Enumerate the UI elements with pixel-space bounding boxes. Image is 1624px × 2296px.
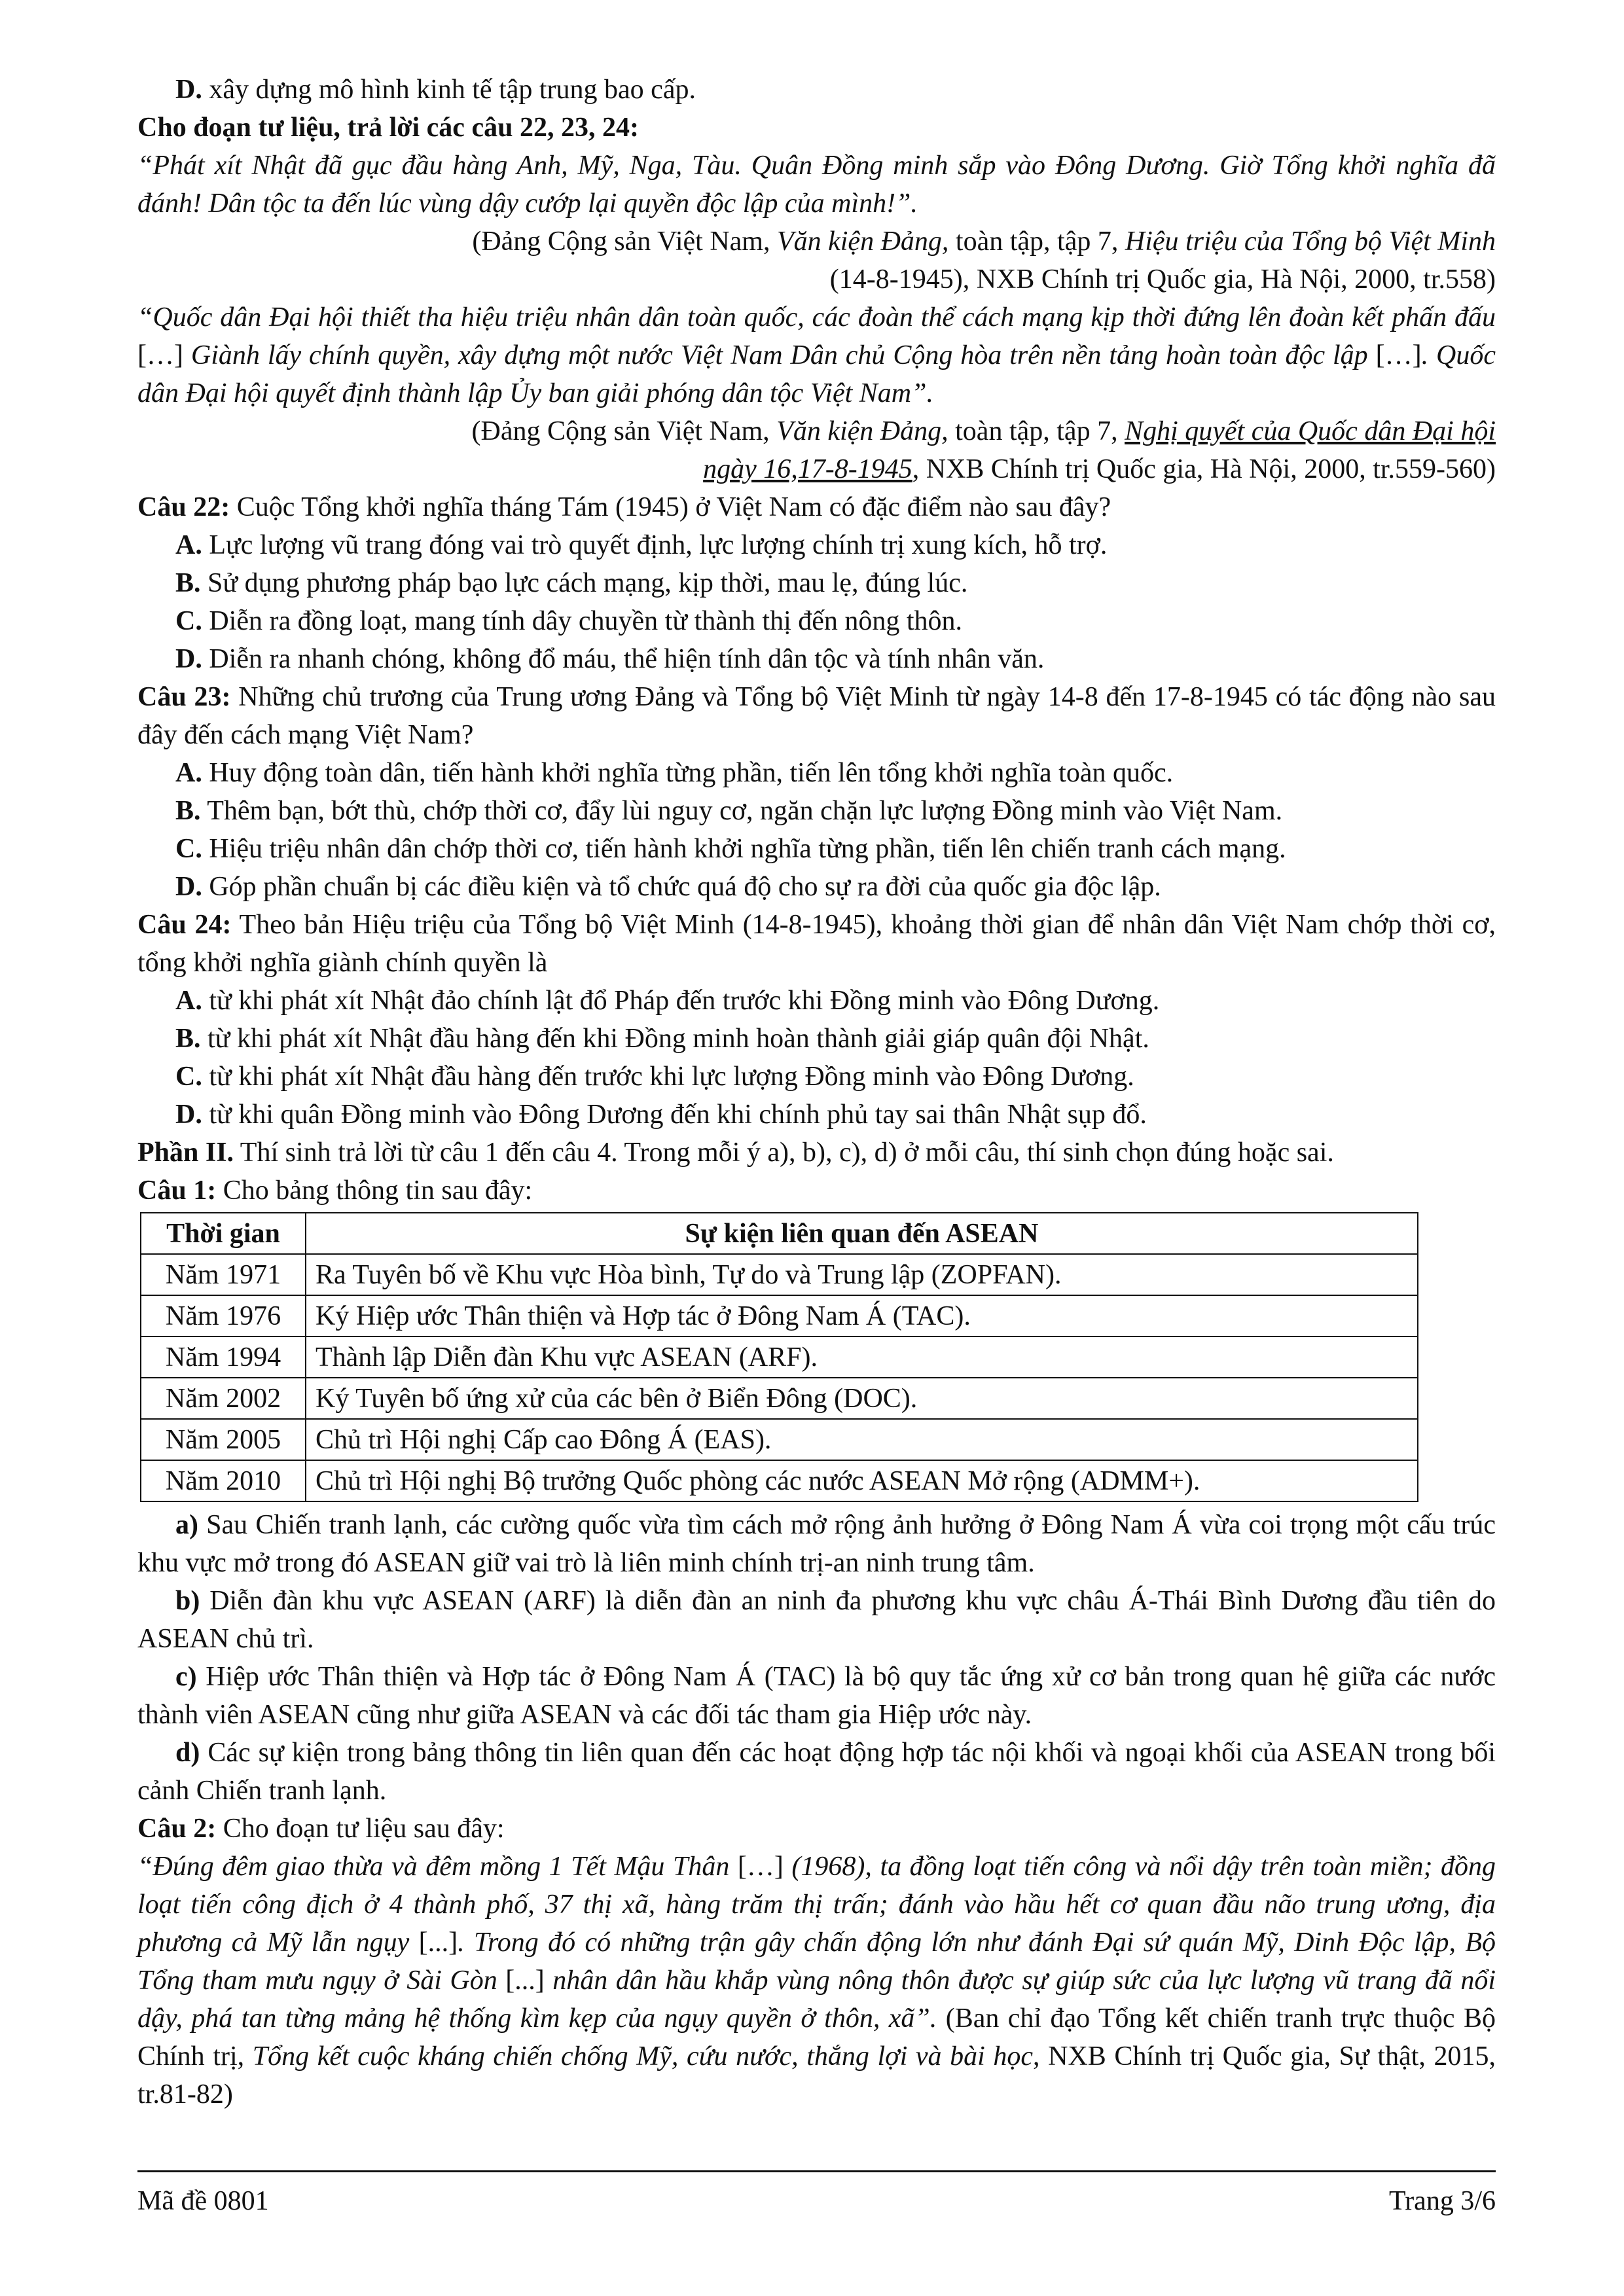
source-text: (Ban chỉ đạo Tổng kết chiến tranh trực thuộc Bộ Chính trị, <box>137 2003 1496 2072</box>
table-row <box>141 1295 1418 1336</box>
asean-events-table <box>140 1212 1418 1502</box>
option-label: D. <box>175 644 202 674</box>
ellipsis: […] <box>737 1852 784 1882</box>
page-footer <box>137 2170 1496 2217</box>
table-cell-year: Năm 1976 <box>141 1295 306 1336</box>
statement-text: Hiệp ước Thân thiện và Hợp tác ở Đông Nam Á (TAC) là bộ quy tắc ứng xử cơ bản trong quan hệ giữa các nước thành viên ASEAN cũng như giữa ASEAN và các đối tác tham gia Hiệp ước này. <box>137 1662 1496 1730</box>
option-label: A. <box>175 758 202 788</box>
q23-option-b <box>137 792 1496 830</box>
statement-label: d) <box>175 1738 200 1768</box>
option-text: Diễn ra nhanh chóng, không đổ máu, thể hiện tính dân tộc và tính nhân văn. <box>202 644 1045 674</box>
option-text: từ khi quân Đồng minh vào Đông Dương đến khi chính phủ tay sai thân Nhật sụp đổ. <box>202 1100 1147 1130</box>
option-label: A. <box>175 986 202 1016</box>
statement-text: Sau Chiến tranh lạnh, các cường quốc vừa tìm cách mở rộng ảnh hưởng ở Đông Nam Á vừa coi trọng một cấu trúc khu vực mở trong đó ASEAN giữ vai trò là liên minh chính trị-an ninh trung tâm. <box>137 1510 1496 1578</box>
p2q1-statement-a <box>137 1506 1496 1582</box>
table-cell-year: Năm 2002 <box>141 1378 306 1419</box>
passage1-source1 <box>137 223 1496 298</box>
source-text: , NXB Chính trị Quốc gia, Hà Nội, 2000, tr.559-560) <box>912 454 1496 484</box>
table-cell-event: Ký Hiệp ước Thân thiện và Hợp tác ở Đông Nam Á (TAC). <box>306 1295 1418 1336</box>
source-document: Nghị quyết của Quốc dân Đại hội <box>1125 416 1496 446</box>
source-text: toàn tập, tập 7, <box>948 416 1125 446</box>
passage1-quote1: “Phát xít Nhật đã gục đầu hàng Anh, Mỹ, Nga, Tàu. Quân Đồng minh sắp vào Đông Dương. Giờ Tổng khởi nghĩa đã đánh! Dân tộc ta đến lúc vùng dậy cướp lại quyền độc lập của mình!”. <box>137 151 1496 219</box>
option-text: từ khi phát xít Nhật đầu hàng đến khi Đồng minh hoàn thành giải giáp quân đội Nhật. <box>200 1024 1149 1054</box>
option-text: xây dựng mô hình kinh tế tập trung bao cấp. <box>202 75 696 105</box>
source-text: (Đảng Cộng sản Việt Nam, <box>471 416 777 446</box>
question-label: Câu 1: <box>137 1175 217 1206</box>
question-text: Những chủ trương của Trung ương Đảng và Tổng bộ Việt Minh từ ngày 14-8 đến 17-8-1945 có tác động nào sau đây đến cách mạng Việt Nam? <box>137 682 1496 750</box>
passage1-source2 <box>137 412 1496 488</box>
table-cell-event: Chủ trì Hội nghị Bộ trưởng Quốc phòng các nước ASEAN Mở rộng (ADMM+). <box>306 1460 1418 1501</box>
source-text: (14-8-1945), NXB Chính trị Quốc gia, Hà Nội, 2000, tr.558) <box>829 264 1496 295</box>
option-text: Hiệu triệu nhân dân chớp thời cơ, tiến hành khởi nghĩa từng phần, tiến lên chiến tranh cách mạng. <box>202 834 1286 864</box>
statement-label: a) <box>175 1510 198 1540</box>
table-header-cell: Sự kiện liên quan đến ASEAN <box>306 1213 1418 1254</box>
passage1-heading: Cho đoạn tư liệu, trả lời các câu 22, 23, 24: <box>137 113 639 143</box>
source-text: , NXB Chính trị Quốc gia, Sự thật, 2015, tr.81-82) <box>137 2041 1496 2109</box>
ellipsis: […] <box>137 340 183 370</box>
option-label: D. <box>175 872 202 902</box>
question-text: Theo bản Hiệu triệu của Tổng bộ Việt Minh (14-8-1945), khoảng thời gian để nhân dân Việt Nam chớp thời cơ, tổng khởi nghĩa giành chính quyền là <box>137 910 1496 978</box>
option-label: A. <box>175 530 202 560</box>
option-text: Góp phần chuẩn bị các điều kiện và tổ chức quá độ cho sự ra đời của quốc gia độc lập. <box>202 872 1161 902</box>
option-label: B. <box>175 568 201 598</box>
p2q1-stem <box>137 1172 1496 1210</box>
table-cell-year: Năm 2010 <box>141 1460 306 1501</box>
part-text: Thí sinh trả lời từ câu 1 đến câu 4. Trong mỗi ý a), b), c), d) ở mỗi câu, thí sinh chọn đúng hoặc sai. <box>234 1138 1334 1168</box>
statement-text: Các sự kiện trong bảng thông tin liên quan đến các hoạt động hợp tác nội khối và ngoại khối của ASEAN trong bối cảnh Chiến tranh lạnh. <box>137 1738 1496 1806</box>
option-text: từ khi phát xít Nhật đảo chính lật đổ Pháp đến trước khi Đồng minh vào Đông Dương. <box>202 986 1160 1016</box>
table-cell-event: Ra Tuyên bố về Khu vực Hòa bình, Tự do và Trung lập (ZOPFAN). <box>306 1254 1418 1295</box>
option-label: B. <box>175 796 201 826</box>
q22-option-d <box>137 640 1496 678</box>
source-title: Tổng kết cuộc kháng chiến chống Mỹ, cứu nước, thắng lợi và bài học <box>252 2041 1034 2072</box>
p2q1-statement-b <box>137 1582 1496 1658</box>
table-row <box>141 1378 1418 1419</box>
quote-text: (1968), ta đồng loạt tiến công và nổi dậy trên toàn miền; đồng loạt tiến công địch ở 4 thành phố, 37 thị xã, hàng trăm thị trấn; đánh vào hầu hết cơ quan đầu não trung ương, địa phương cả Mỹ lẫn ngụy <box>137 1852 1496 1958</box>
q24-option-d <box>137 1096 1496 1134</box>
source-title: Văn kiện Đảng, <box>776 226 949 257</box>
table-cell-event: Chủ trì Hội nghị Cấp cao Đông Á (EAS). <box>306 1419 1418 1460</box>
q24-option-b <box>137 1020 1496 1058</box>
q22-stem <box>137 488 1496 526</box>
quote-text: Giành lấy chính quyền, xây dựng một nước Việt Nam Dân chủ Cộng hòa trên nền tảng hoàn toàn độc lập <box>183 340 1376 370</box>
ellipsis: [...] <box>505 1965 545 1996</box>
exam-code: Mã đề 0801 <box>137 2186 269 2216</box>
option-text: Huy động toàn dân, tiến hành khởi nghĩa từng phần, tiến lên tổng khởi nghĩa toàn quốc. <box>202 758 1174 788</box>
option-text: Lực lượng vũ trang đóng vai trò quyết định, lực lượng chính trị xung kích, hỗ trợ. <box>202 530 1108 560</box>
q23-option-c <box>137 830 1496 868</box>
exam-page <box>137 71 1496 2113</box>
p2q2-stem <box>137 1810 1496 1848</box>
q24-stem <box>137 906 1496 982</box>
option-text: Thêm bạn, bớt thù, chớp thời cơ, đẩy lùi nguy cơ, ngăn chặn lực lượng Đồng minh vào Việt Nam. <box>200 796 1283 826</box>
table-row <box>141 1254 1418 1295</box>
p2q2-quote <box>137 1848 1496 2113</box>
option-label: B. <box>175 1024 201 1054</box>
table-row <box>141 1460 1418 1501</box>
quote-text: . Quốc dân Đại hội quyết định thành lập Ủy ban giải phóng dân tộc Việt Nam”. <box>137 340 1496 408</box>
question-text: Cho đoạn tư liệu sau đây: <box>216 1814 505 1844</box>
statement-label: c) <box>175 1662 197 1692</box>
q23-option-d <box>137 868 1496 906</box>
option-label: C. <box>175 834 202 864</box>
q23-option-a <box>137 754 1496 792</box>
table-cell-event: Thành lập Diễn đàn Khu vực ASEAN (ARF). <box>306 1336 1418 1378</box>
question-label: Câu 24: <box>137 910 232 940</box>
q21-option-d <box>137 71 1496 109</box>
question-text: Cuộc Tổng khởi nghĩa tháng Tám (1945) ở Việt Nam có đặc điểm nào sau đây? <box>230 492 1111 522</box>
source-document: Hiệu triệu của Tổng bộ Việt Minh <box>1125 226 1496 257</box>
quote-text: “Quốc dân Đại hội thiết tha hiệu triệu nhân dân toàn quốc, các đoàn thể cách mạng kịp thời đứng lên đoàn kết phấn đấu <box>137 302 1496 332</box>
p2q1-statement-d <box>137 1734 1496 1810</box>
question-label: Câu 22: <box>137 492 230 522</box>
table-header-cell: Thời gian <box>141 1213 306 1254</box>
option-label: D. <box>175 1100 202 1130</box>
option-text: Diễn ra đồng loạt, mang tính dây chuyền từ thành thị đến nông thôn. <box>202 606 963 636</box>
ellipsis: [...] <box>418 1928 458 1958</box>
quote-text: . Trong đó có những trận gây chấn động lớn như đánh Đại sứ quán Mỹ, Dinh Độc lập, Bộ Tổng tham mưu ngụy ở Sài Gòn <box>137 1928 1496 1996</box>
table-cell-year: Năm 2005 <box>141 1419 306 1460</box>
question-label: Câu 23: <box>137 682 231 712</box>
ellipsis: […] <box>1375 340 1422 370</box>
question-text: Cho bảng thông tin sau đây: <box>216 1175 533 1206</box>
table-row <box>141 1336 1418 1378</box>
statement-text: Diễn đàn khu vực ASEAN (ARF) là diễn đàn an ninh đa phương khu vực châu Á-Thái Bình Dương đầu tiên do ASEAN chủ trì. <box>137 1586 1496 1654</box>
option-text: từ khi phát xít Nhật đầu hàng đến trước khi lực lượng Đồng minh vào Đông Dương. <box>202 1062 1134 1092</box>
option-label: D. <box>175 75 202 105</box>
statement-label: b) <box>175 1586 200 1616</box>
q24-option-a <box>137 982 1496 1020</box>
part-label: Phần II. <box>137 1138 234 1168</box>
option-text: Sử dụng phương pháp bạo lực cách mạng, kịp thời, mau lẹ, đúng lúc. <box>200 568 968 598</box>
q22-option-b <box>137 564 1496 602</box>
table-cell-event: Ký Tuyên bố ứng xử của các bên ở Biển Đông (DOC). <box>306 1378 1418 1419</box>
table-row <box>141 1419 1418 1460</box>
source-date: ngày 16,17-8-1945 <box>703 454 912 484</box>
q23-stem <box>137 678 1496 754</box>
passage1-quote2 <box>137 298 1496 412</box>
q22-option-a <box>137 526 1496 564</box>
p2q1-statement-c <box>137 1658 1496 1734</box>
table-header-row <box>141 1213 1418 1254</box>
source-title: Văn kiện Đảng, <box>776 416 948 446</box>
source-text: toàn tập, tập 7, <box>948 226 1125 257</box>
table-cell-year: Năm 1994 <box>141 1336 306 1378</box>
quote-text: nhân dân hầu khắp vùng nông thôn được sự giúp sức của lực lượng vũ trang đã nổi dậy, phá tan từng mảng hệ thống kìm kẹp của ngụy quyền ở thôn, xã”. <box>137 1965 1496 2034</box>
page-number: Trang 3/6 <box>1389 2186 1496 2216</box>
source-text: (Đảng Cộng sản Việt Nam, <box>472 226 777 257</box>
table-cell-year: Năm 1971 <box>141 1254 306 1295</box>
quote-text: “Đúng đêm giao thừa và đêm mồng 1 Tết Mậu Thân <box>137 1852 738 1882</box>
q24-option-c <box>137 1058 1496 1096</box>
q22-option-c <box>137 602 1496 640</box>
option-label: C. <box>175 1062 202 1092</box>
option-label: C. <box>175 606 202 636</box>
part2-instructions <box>137 1134 1496 1172</box>
question-label: Câu 2: <box>137 1814 217 1844</box>
